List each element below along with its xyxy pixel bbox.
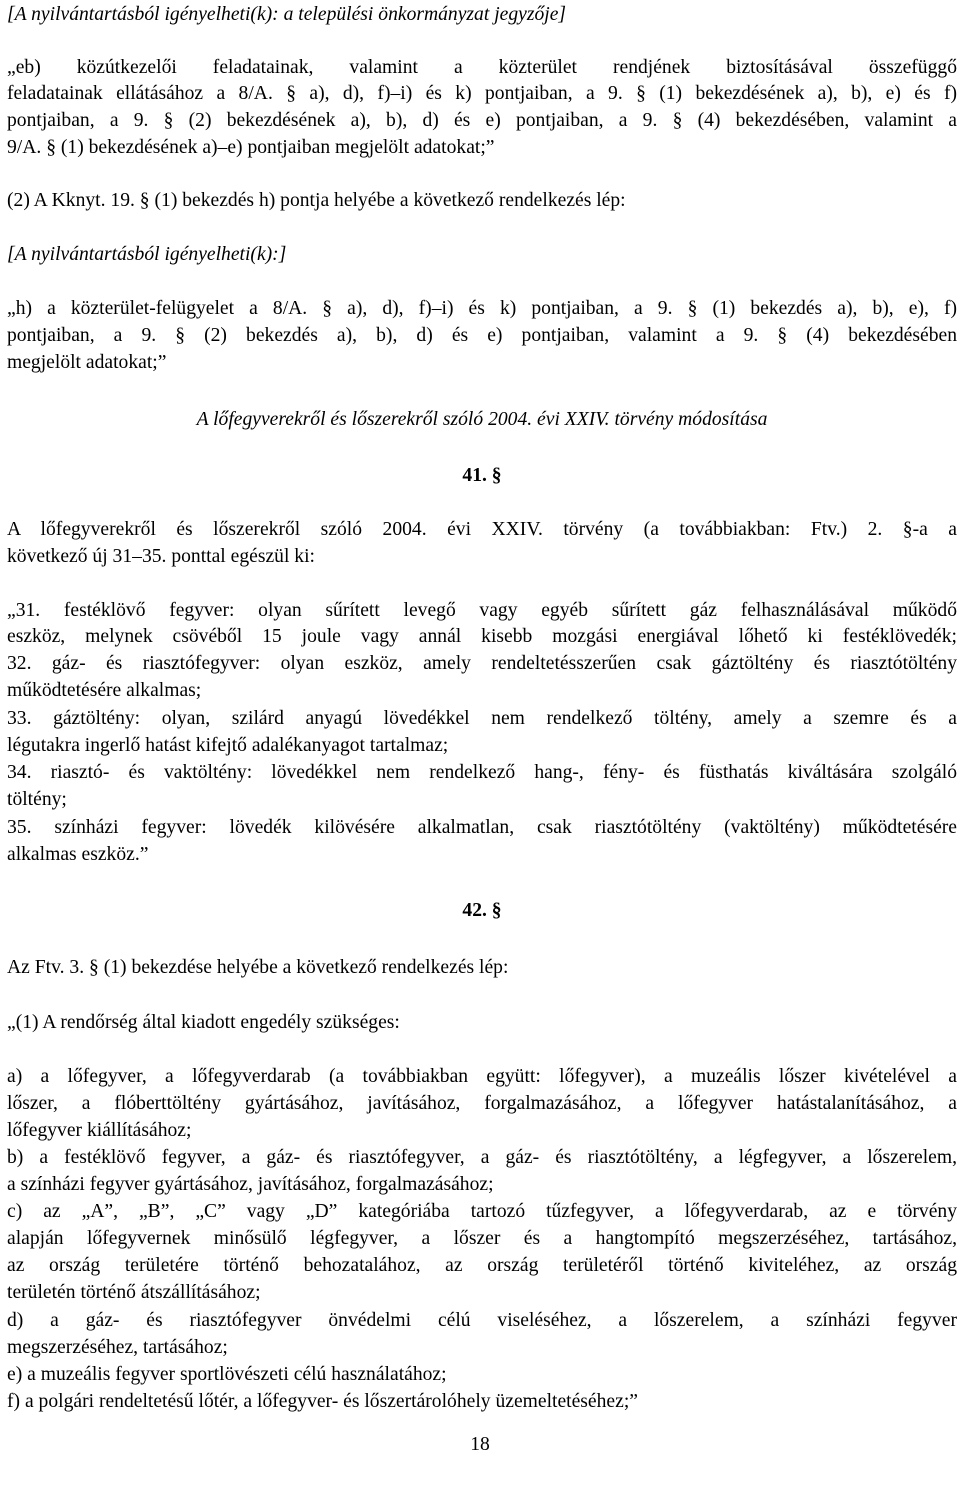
text-line: „31. festéklövő fegyver: olyan sűrített levegő vagy egyéb sűrített gáz felhasználásával működő	[7, 600, 957, 621]
text-line: alapján lőfegyvernek minősülő légfegyver, a lőszer és a hangtompító megszerzéséhez, tartásához,	[7, 1228, 957, 1249]
text-line: megjelölt adatokat;”	[7, 352, 167, 373]
section-title: A lőfegyverekről és lőszerekről szóló 2004. évi XXIV. törvény módosítása	[196, 409, 768, 430]
text-line: feladatainak ellátásához a 8/A. § a), d), f)–i) és k) pontjaiban, a 9. § (1) bekezdésének a), b), e) és f)	[7, 83, 957, 104]
text-line: Az Ftv. 3. § (1) bekezdése helyébe a következő rendelkezés lép:	[7, 957, 509, 978]
text-line: e) a muzeális fegyver sportlövészeti célú használatához;	[7, 1364, 447, 1385]
text-line: A lőfegyverekről és lőszerekről szóló 2004. évi XXIV. törvény (a továbbiakban: Ftv.) 2. §-a a	[7, 519, 957, 540]
text-line: 9/A. § (1) bekezdésének a)–e) pontjaiban megjelölt adatokat;”	[7, 137, 495, 158]
text-line: lőszer, a flóberttöltény gyártásához, javításához, forgalmazásához, a lőfegyver hatástalanításához, a	[7, 1093, 957, 1114]
text-line: 32. gáz- és riasztófegyver: olyan eszköz, amely rendeltetésszerűen csak gáztöltény és riasztótöltény	[7, 653, 957, 674]
text-line: lőfegyver kiállításához;	[7, 1120, 192, 1141]
text-line: pontjaiban, a 9. § (2) bekezdésének a), b), d) és e) pontjaiban, a 9. § (4) bekezdésében, valamint a	[7, 110, 957, 131]
text-line: „eb) közútkezelői feladatainak, valamint a közterület rendjének biztosításával összefüggő	[7, 57, 957, 78]
text-line: pontjaiban, a 9. § (2) bekezdés a), b), d) és e) pontjaiban, valamint a 9. § (4) bekezdésében	[7, 325, 957, 346]
text-line: alkalmas eszköz.”	[7, 844, 149, 865]
text-line: c) az „A”, „B”, „C” vagy „D” kategóriába tartozó tűzfegyver, a lőfegyverdarab, az e törvény	[7, 1201, 957, 1222]
text-line: az ország területére történő behozatalához, az ország területéről történő kiviteléhez, az ország	[7, 1255, 957, 1276]
text-line: „h) a közterület-felügyelet a 8/A. § a), d), f)–i) és k) pontjaiban, a 9. § (1) bekezdés a), b), e), f)	[7, 298, 957, 319]
text-line: 35. színházi fegyver: lövedék kilövésére alkalmatlan, csak riasztótöltény (vaktöltény) működtetésére	[7, 817, 957, 838]
text-line: következő új 31–35. ponttal egészül ki:	[7, 546, 315, 567]
text-line: légutakra ingerlő hatást kifejtő adalékanyagot tartalmaz;	[7, 735, 449, 756]
text-line: a színházi fegyver gyártásához, javításához, forgalmazásához;	[7, 1174, 494, 1195]
section-number: 41. §	[462, 465, 502, 486]
text-line: 34. riasztó- és vaktöltény: lövedékkel nem rendelkező hang-, fény- és füsthatás kiváltására szolgáló	[7, 762, 957, 783]
text-line: „(1) A rendőrség által kiadott engedély szükséges:	[7, 1012, 400, 1033]
section-number: 42. §	[462, 900, 502, 921]
text-line: 33. gáztöltény: olyan, szilárd anyagú lövedékkel nem rendelkező töltény, amely a szemre és a	[7, 708, 957, 729]
text-line: [A nyilvántartásból igényelheti(k):]	[7, 244, 287, 265]
text-line: d) a gáz- és riasztófegyver önvédelmi célú viseléséhez, a lőszerelem, a színházi fegyver	[7, 1310, 957, 1331]
text-line: működtetésére alkalmas;	[7, 680, 202, 701]
text-line: (2) A Kknyt. 19. § (1) bekezdés h) pontja helyébe a következő rendelkezés lép:	[7, 190, 626, 211]
text-line: megszerzéséhez, tartásához;	[7, 1337, 228, 1358]
text-line: területén történő átszállításához;	[7, 1282, 261, 1303]
text-line: b) a festéklövő fegyver, a gáz- és riasztófegyver, a gáz- és riasztótöltény, a légfegyver, a lőszerelem,	[7, 1147, 957, 1168]
text-line: f) a polgári rendeltetésű lőtér, a lőfegyver- és lőszertárolóhely üzemeltetéséhez;”	[7, 1391, 638, 1412]
text-line: eszköz, melynek csövéből 15 joule vagy annál kisebb mozgási energiával lőhető ki festéklövedék;	[7, 626, 957, 647]
text-line: a) a lőfegyver, a lőfegyverdarab (a továbbiakban együtt: lőfegyver), a muzeális lőszer kivételével a	[7, 1066, 957, 1087]
text-line: [A nyilvántartásból igényelheti(k): a települési önkormányzat jegyzője]	[7, 4, 567, 25]
page-number: 18	[470, 1434, 490, 1455]
text-line: töltény;	[7, 789, 67, 810]
